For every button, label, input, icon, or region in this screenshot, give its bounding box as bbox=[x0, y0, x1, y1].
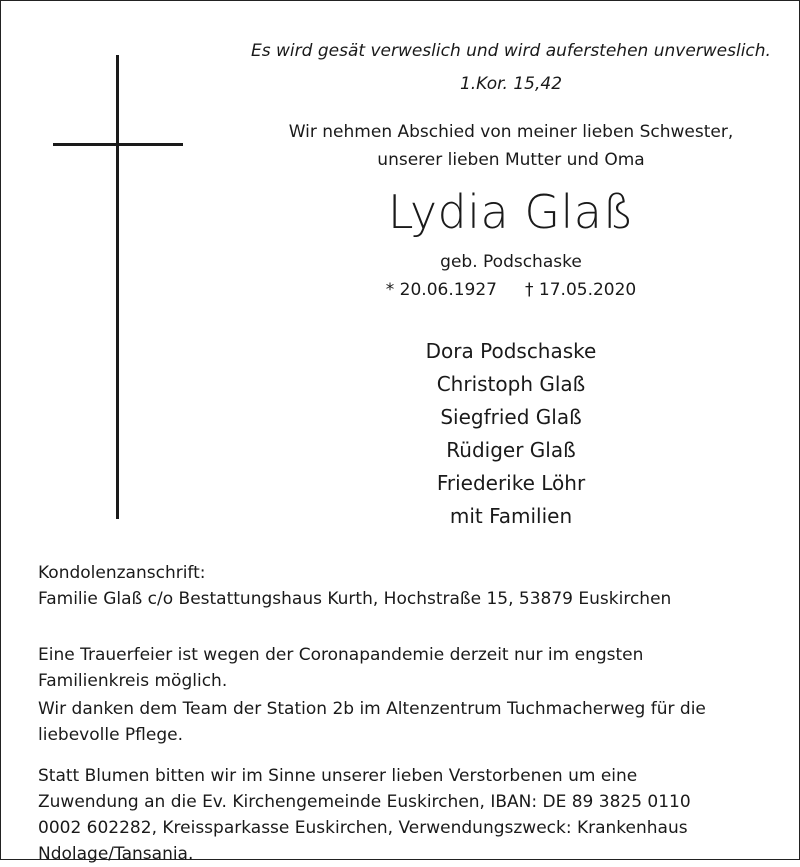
cross-icon-horizontal-beam bbox=[53, 143, 183, 146]
farewell-line-2: unserer lieben Mutter und Oma bbox=[377, 150, 645, 170]
donation-request: Statt Blumen bitten wir im Sinne unserer lieben Verstorbenen um eine Zuwendung an die Ev. Kirchengemeinde Euskirchen, IBAN: DE 89 3825 0110 0002 602282, Kreissparkasse Euskirchen, Verwendungszweck: Krankenhaus Ndolage/Tansania. bbox=[38, 766, 691, 864]
mourner-name: mit Familien bbox=[449, 504, 573, 528]
condolence-block bbox=[38, 560, 758, 612]
condolence-label: Kondolenzanschrift: bbox=[38, 563, 206, 583]
bible-verse: Es wird gesät verweslich und wird auferstehen unverweslich. bbox=[251, 41, 771, 61]
mourners-list bbox=[361, 335, 661, 533]
birth-date: * 20.06.1927 bbox=[385, 280, 497, 300]
bible-verse-reference: 1.Kor. 15,42 bbox=[459, 74, 563, 94]
maiden-name: geb. Podschaske bbox=[440, 252, 582, 272]
life-dates bbox=[211, 280, 800, 300]
mourner-name: Christoph Glaß bbox=[436, 372, 586, 396]
thanks-notice: Wir danken dem Team der Station 2b im Altenzentrum Tuchmacherweg für die liebevolle Pflege. bbox=[38, 699, 706, 745]
mourner-name: Rüdiger Glaß bbox=[446, 438, 576, 462]
farewell-line-1: Wir nehmen Abschied von meiner lieben Schwester, bbox=[288, 122, 734, 142]
deceased-name: Lydia Glaß bbox=[387, 185, 635, 239]
mourner-name: Siegfried Glaß bbox=[440, 405, 582, 429]
condolence-address: Familie Glaß c/o Bestattungshaus Kurth, Hochstraße 15, 53879 Euskirchen bbox=[38, 589, 672, 609]
mourner-name: Dora Podschaske bbox=[425, 339, 597, 363]
ceremony-notice: Eine Trauerfeier ist wegen der Coronapandemie derzeit nur im engsten Familienkreis möglich. bbox=[38, 645, 644, 691]
death-date: † 17.05.2020 bbox=[525, 280, 637, 300]
mourner-name: Friederike Löhr bbox=[436, 471, 586, 495]
cross-icon-vertical-beam bbox=[116, 55, 119, 519]
